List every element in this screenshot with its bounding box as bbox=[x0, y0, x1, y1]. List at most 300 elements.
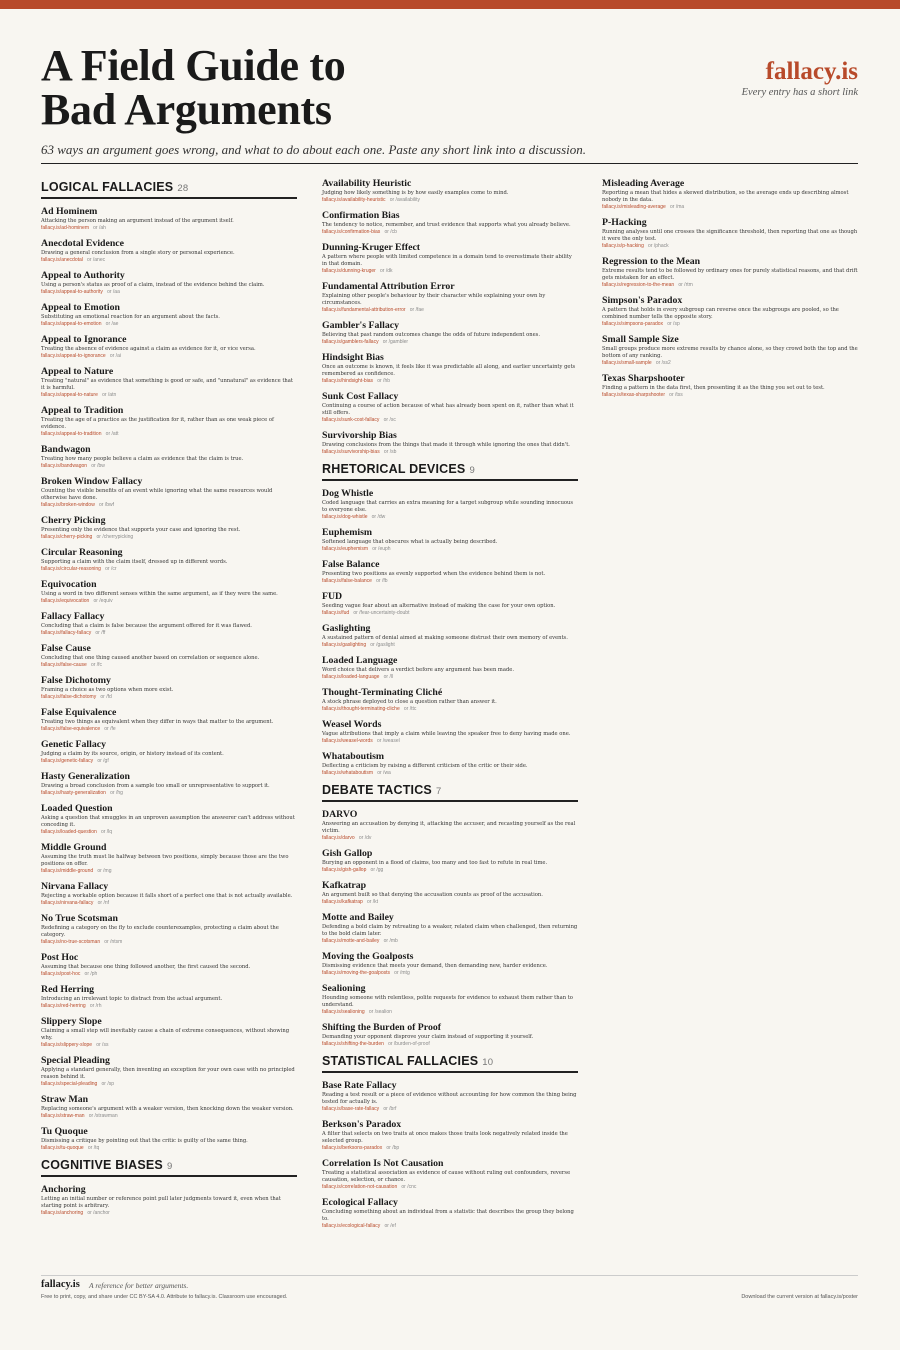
entry-link-row bbox=[41, 353, 297, 360]
fallacy-entry bbox=[322, 848, 578, 874]
entry-short-link[interactable]: fallacy.is/false-dichotomy bbox=[41, 694, 97, 700]
entry-link-row bbox=[41, 1081, 297, 1088]
entry-description: Answering an accusation by denying it, attacking the accuser, and recasting yourself as the real victim. bbox=[322, 821, 576, 834]
entry-description: Counting the visible benefits of an event while ignoring what the same resources would otherwise have done. bbox=[41, 488, 273, 501]
entry-alias-link[interactable]: or /fear-uncertainty-doubt bbox=[353, 610, 410, 616]
page-title bbox=[41, 41, 561, 134]
entry-description: Burying an opponent in a flood of claims, too many and too fast to refute in real time. bbox=[322, 860, 548, 866]
entry-name: Appeal to Nature bbox=[41, 366, 114, 377]
entry-name: Anchoring bbox=[41, 1184, 86, 1195]
fallacy-entry bbox=[322, 1022, 578, 1048]
entry-description: Coded language that carries an extra meaning for a target subgroup while sounding innocuous to everyone else. bbox=[322, 500, 574, 513]
entry-alias-link[interactable]: or /gf bbox=[97, 758, 109, 764]
entry-alias-link[interactable]: or /ttc bbox=[403, 706, 417, 712]
entry-description: Reading a test result or a piece of evidence without accounting for how common the thing being tested for actually is. bbox=[322, 1092, 577, 1105]
entry-name: Red Herring bbox=[41, 984, 95, 995]
entry-alias-link[interactable]: or /rh bbox=[89, 1003, 102, 1009]
entry-name: Circular Reasoning bbox=[41, 547, 123, 558]
entry-short-link[interactable]: fallacy.is/bandwagon bbox=[41, 463, 88, 469]
fallacy-entry bbox=[322, 1119, 578, 1152]
fallacy-entry bbox=[41, 952, 297, 978]
entry-short-link[interactable]: fallacy.is/darvo bbox=[322, 835, 355, 841]
entry-alias-link[interactable]: or /cr bbox=[105, 566, 117, 572]
entry-description: Reporting a mean that hides a skewed distribution, so the average ends up describing almost nobody in the data. bbox=[602, 190, 849, 203]
entry-alias-link[interactable]: or /atn bbox=[102, 392, 117, 398]
entry-short-link[interactable]: fallacy.is/base-rate-fallacy bbox=[322, 1106, 380, 1112]
fallacy-entry bbox=[602, 295, 858, 328]
entry-description: Rejecting a workable option because it falls short of a perfect one that is not actually available. bbox=[41, 893, 293, 899]
fallacy-entry bbox=[322, 281, 578, 314]
fallacy-entry bbox=[41, 643, 297, 669]
entry-description: Explaining other people's behaviour by their character while explaining your own by circumstances. bbox=[322, 293, 546, 306]
entry-description: Treating two things as equivalent when they differ in ways that matter to the argument. bbox=[41, 719, 274, 725]
fallacy-entry bbox=[41, 913, 297, 946]
entry-description: Treating the absence of evidence against a claim as evidence for it, or vice versa. bbox=[41, 346, 256, 352]
entry-alias-link[interactable]: or /mtg bbox=[394, 970, 410, 976]
entry-short-link[interactable]: fallacy.is/whataboutism bbox=[322, 770, 374, 776]
entry-short-link[interactable]: fallacy.is/false-balance bbox=[322, 578, 372, 584]
entry-short-link[interactable]: fallacy.is/euphemism bbox=[322, 546, 369, 552]
entry-short-link[interactable]: fallacy.is/berksons-paradox bbox=[322, 1145, 383, 1151]
entry-link-row bbox=[41, 502, 297, 509]
fallacy-entry bbox=[41, 984, 297, 1010]
entry-alias-link[interactable]: or /ss bbox=[96, 1042, 109, 1048]
entry-link-row bbox=[322, 938, 578, 945]
entry-description: An argument built so that denying the accusation counts as proof of the accusation. bbox=[322, 892, 543, 898]
entry-description: Asking a question that smuggles in an unproven assumption the answerer can't address without conceding it. bbox=[41, 815, 295, 828]
section-count: 28 bbox=[177, 183, 189, 194]
entry-alias-link[interactable]: or /sealion bbox=[368, 1009, 392, 1015]
entry-link-row bbox=[602, 204, 858, 211]
entry-name: Simpson's Paradox bbox=[602, 295, 683, 306]
entry-alias-link[interactable]: or /equiv bbox=[93, 598, 113, 604]
entry-alias-link[interactable]: or /kt bbox=[366, 899, 379, 905]
entry-alias-link[interactable]: or /euph bbox=[372, 546, 391, 552]
entry-alias-link[interactable]: or /ma bbox=[670, 204, 685, 210]
entry-alias-link[interactable]: or /ae bbox=[105, 321, 119, 327]
entry-link-row bbox=[322, 610, 578, 617]
fallacy-entry bbox=[322, 1197, 578, 1230]
entry-alias-link[interactable]: or /dk bbox=[380, 268, 393, 274]
entry-short-link[interactable]: fallacy.is/genetic-fallacy bbox=[41, 758, 94, 764]
entry-description: Attacking the person making an argument instead of the argument itself. bbox=[41, 218, 234, 224]
entry-alias-link[interactable]: or /ss2 bbox=[655, 360, 671, 366]
entry-short-link[interactable]: fallacy.is/survivorship-bias bbox=[322, 449, 380, 455]
entry-description: Presenting only the evidence that supports your case and ignoring the rest. bbox=[41, 527, 241, 533]
fallacy-entry bbox=[322, 751, 578, 777]
entry-short-link[interactable]: fallacy.is/anecdotal bbox=[41, 257, 83, 263]
section-heading bbox=[41, 1158, 297, 1177]
entry-short-link[interactable]: fallacy.is/loaded-language bbox=[322, 674, 380, 680]
entry-alias-link[interactable]: or /phack bbox=[648, 243, 669, 249]
entry-alias-link[interactable]: or /tss bbox=[669, 392, 683, 398]
entry-name: Loaded Language bbox=[322, 655, 398, 666]
entry-link-row bbox=[322, 738, 578, 745]
entry-short-link[interactable]: fallacy.is/gamblers-fallacy bbox=[322, 339, 379, 345]
entry-link-row bbox=[322, 514, 578, 521]
entry-short-link[interactable]: fallacy.is/red-herring bbox=[41, 1003, 86, 1009]
fallacy-entry bbox=[322, 527, 578, 553]
entry-description: Treating the age of a practice as the justification for it, rather than as one weak piece of evidence. bbox=[41, 417, 274, 430]
entry-link-row bbox=[322, 674, 578, 681]
fallacy-entry bbox=[322, 951, 578, 977]
entry-description: Claiming a small step will inevitably cause a chain of extreme consequences, without showing why. bbox=[41, 1028, 290, 1041]
entry-description: Word choice that delivers a verdict before any argument has been made. bbox=[322, 667, 514, 673]
entry-alias-link[interactable]: or /dw bbox=[371, 514, 386, 520]
entry-alias-link[interactable]: or /anchor bbox=[87, 1210, 110, 1216]
entry-name: Gish Gallop bbox=[322, 848, 373, 859]
entry-description: Concluding something about an individual from a statistic that describes the group they belong to. bbox=[322, 1209, 574, 1222]
entry-description: Assuming that because one thing followed another, the first caused the second. bbox=[41, 964, 251, 970]
entry-alias-link[interactable]: or /anec bbox=[87, 257, 106, 263]
entry-alias-link[interactable]: or /ph bbox=[84, 971, 98, 977]
entry-name: Equivocation bbox=[41, 579, 97, 590]
entry-name: False Cause bbox=[41, 643, 91, 654]
fallacy-entry bbox=[322, 242, 578, 275]
entry-short-link[interactable]: fallacy.is/kafkatrap bbox=[322, 899, 363, 905]
entry-alias-link[interactable]: or /wa bbox=[377, 770, 391, 776]
entry-name: Motte and Bailey bbox=[322, 912, 394, 923]
entry-short-link[interactable]: fallacy.is/cherry-picking bbox=[41, 534, 93, 540]
entry-name: Gaslighting bbox=[322, 623, 371, 634]
entry-short-link[interactable]: fallacy.is/straw-man bbox=[41, 1113, 85, 1119]
fallacy-entry bbox=[41, 238, 297, 264]
entry-link-row bbox=[41, 1003, 297, 1010]
fallacy-entry bbox=[602, 217, 858, 250]
entry-alias-link[interactable]: or /ah bbox=[93, 225, 106, 231]
entry-name: Misleading Average bbox=[602, 178, 685, 189]
entry-alias-link[interactable]: or /att bbox=[105, 431, 119, 437]
entry-description: Drawing a general conclusion from a single story or personal experience. bbox=[41, 250, 235, 256]
section-title: LOGICAL FALLACIES bbox=[41, 180, 174, 194]
entry-link-row bbox=[602, 360, 858, 367]
entry-description: A filter that selects on two traits at once makes those traits look negatively related inside the selected group. bbox=[322, 1131, 568, 1144]
entry-alias-link[interactable]: or /rtm bbox=[678, 282, 693, 288]
entry-link-row bbox=[322, 339, 578, 346]
entry-link-row bbox=[322, 867, 578, 874]
entry-alias-link[interactable]: or /ll bbox=[383, 674, 394, 680]
entry-alias-link[interactable]: or /dv bbox=[358, 835, 372, 841]
entry-name: Broken Window Fallacy bbox=[41, 476, 143, 487]
entry-alias-link[interactable]: or /sp bbox=[101, 1081, 115, 1087]
entry-link-row bbox=[41, 726, 297, 733]
entry-description: Framing a choice as two options when more exist. bbox=[41, 687, 174, 693]
entry-alias-link[interactable]: or /cb bbox=[384, 229, 397, 235]
page-subtitle: 63 ways an argument goes wrong, and what to do about each one. Paste any short link into a discussion. bbox=[41, 142, 587, 157]
section-heading bbox=[41, 180, 297, 199]
entry-link-row bbox=[41, 1042, 297, 1049]
entry-link-row bbox=[602, 282, 858, 289]
entry-short-link[interactable]: fallacy.is/post-hoc bbox=[41, 971, 81, 977]
brand-tagline: Every entry has a short link bbox=[741, 87, 858, 98]
entry-name: Gambler's Fallacy bbox=[322, 320, 400, 331]
entry-name: Fundamental Attribution Error bbox=[322, 281, 455, 292]
fallacy-entry bbox=[322, 391, 578, 424]
entry-short-link[interactable]: fallacy.is/appeal-to-emotion bbox=[41, 321, 102, 327]
entry-link-row bbox=[41, 1113, 297, 1120]
entry-short-link[interactable]: fallacy.is/misleading-average bbox=[602, 204, 666, 210]
entry-description: Continuing a course of action because of what has already been spent on it, rather than what it still offers. bbox=[322, 403, 574, 416]
entry-description: Dismissing a critique by pointing out that the critic is guilty of the same thing. bbox=[41, 1138, 248, 1144]
entry-link-row bbox=[41, 289, 297, 296]
entry-name: Shifting the Burden of Proof bbox=[322, 1022, 442, 1033]
entry-name: Nirvana Fallacy bbox=[41, 881, 109, 892]
entry-name: Fallacy Fallacy bbox=[41, 611, 105, 622]
entry-short-link[interactable]: fallacy.is/availability-heuristic bbox=[322, 197, 386, 203]
fallacy-entry bbox=[322, 352, 578, 385]
entry-short-link[interactable]: fallacy.is/thought-terminating-cliche bbox=[322, 706, 400, 712]
fallacy-entry bbox=[41, 444, 297, 470]
entry-name: Hindsight Bias bbox=[322, 352, 384, 363]
entry-alias-link[interactable]: or /ff bbox=[95, 630, 106, 636]
entry-short-link[interactable]: fallacy.is/confirmation-bias bbox=[322, 229, 381, 235]
entry-short-link[interactable]: fallacy.is/appeal-to-nature bbox=[41, 392, 98, 398]
entry-short-link[interactable]: fallacy.is/no-true-scotsman bbox=[41, 939, 101, 945]
entry-name: Kafkatrap bbox=[322, 880, 367, 891]
entry-alias-link[interactable]: or /hb bbox=[377, 378, 391, 384]
entry-name: Hasty Generalization bbox=[41, 771, 130, 782]
entry-short-link[interactable]: fallacy.is/dunning-kruger bbox=[322, 268, 376, 274]
entry-name: P-Hacking bbox=[602, 217, 647, 228]
fallacy-entry bbox=[322, 623, 578, 649]
entry-short-link[interactable]: fallacy.is/hasty-generalization bbox=[41, 790, 106, 796]
entry-name: Dog Whistle bbox=[322, 488, 374, 499]
entry-short-link[interactable]: fallacy.is/hindsight-bias bbox=[322, 378, 374, 384]
fallacy-entry bbox=[322, 430, 578, 456]
entry-short-link[interactable]: fallacy.is/fud bbox=[322, 610, 350, 616]
entry-alias-link[interactable]: or /ef bbox=[384, 1223, 396, 1229]
entry-short-link[interactable]: fallacy.is/shifting-the-burden bbox=[322, 1041, 384, 1047]
section-count: 9 bbox=[469, 465, 475, 476]
entry-alias-link[interactable]: or /bwf bbox=[99, 502, 115, 508]
column-1 bbox=[41, 178, 297, 1223]
entry-name: Moving the Goalposts bbox=[322, 951, 414, 962]
footer-divider bbox=[41, 1275, 858, 1276]
entry-short-link[interactable]: fallacy.is/false-cause bbox=[41, 662, 87, 668]
fallacy-entry bbox=[322, 178, 578, 204]
entry-description: Believing that past random outcomes change the odds of future independent ones. bbox=[322, 332, 540, 338]
entry-short-link[interactable]: fallacy.is/gaslighting bbox=[322, 642, 367, 648]
entry-alias-link[interactable]: or /lq bbox=[100, 829, 113, 835]
entry-short-link[interactable]: fallacy.is/broken-window bbox=[41, 502, 95, 508]
title-line-2: Bad Arguments bbox=[41, 85, 332, 134]
entry-link-row bbox=[322, 835, 578, 842]
entry-alias-link[interactable]: or /sc bbox=[383, 417, 396, 423]
entry-alias-link[interactable]: or /ntsm bbox=[104, 939, 123, 945]
entry-alias-link[interactable]: or /tq bbox=[87, 1145, 100, 1151]
entry-description: Applying a standard generally, then inventing an exception for your own case with no principled reason behind it. bbox=[41, 1067, 295, 1080]
entry-link-row bbox=[322, 1145, 578, 1152]
entry-short-link[interactable]: fallacy.is/loaded-question bbox=[41, 829, 97, 835]
entry-short-link[interactable]: fallacy.is/small-sample bbox=[602, 360, 652, 366]
entry-alias-link[interactable]: or /burden-of-proof bbox=[388, 1041, 430, 1047]
entry-short-link[interactable]: fallacy.is/appeal-to-authority bbox=[41, 289, 103, 295]
entry-short-link[interactable]: fallacy.is/slippery-slope bbox=[41, 1042, 93, 1048]
entry-name: Appeal to Authority bbox=[41, 270, 125, 281]
entry-short-link[interactable]: fallacy.is/sunk-cost-fallacy bbox=[322, 417, 380, 423]
entry-name: Slippery Slope bbox=[41, 1016, 102, 1027]
fallacy-entry bbox=[322, 1158, 578, 1191]
footer-download[interactable]: Download the current version at fallacy.is/poster bbox=[741, 1294, 858, 1300]
entry-name: Anecdotal Evidence bbox=[41, 238, 124, 249]
entry-link-row bbox=[41, 257, 297, 264]
entry-short-link[interactable]: fallacy.is/appeal-to-tradition bbox=[41, 431, 102, 437]
fallacy-entry bbox=[41, 803, 297, 836]
entry-short-link[interactable]: fallacy.is/texas-sharpshooter bbox=[602, 392, 665, 398]
entry-alias-link[interactable]: or /gg bbox=[370, 867, 384, 873]
entry-short-link[interactable]: fallacy.is/middle-ground bbox=[41, 868, 94, 874]
entry-short-link[interactable]: fallacy.is/tu-quoque bbox=[41, 1145, 84, 1151]
column-2 bbox=[322, 178, 578, 1236]
entry-description: Finding a pattern in the data first, then presenting it as the thing you set out to test. bbox=[602, 385, 825, 391]
entry-short-link[interactable]: fallacy.is/dog-whistle bbox=[322, 514, 368, 520]
entry-link-row bbox=[322, 417, 578, 424]
entry-alias-link[interactable]: or /fe bbox=[104, 726, 116, 732]
entry-link-row bbox=[41, 868, 297, 875]
entry-description: Treating a statistical association as evidence of cause without ruling out confounders, reverse causation, selection, or chance. bbox=[322, 1170, 571, 1183]
entry-name: Whataboutism bbox=[322, 751, 385, 762]
entry-short-link[interactable]: fallacy.is/circular-reasoning bbox=[41, 566, 101, 572]
entry-alias-link[interactable]: or /bp bbox=[386, 1145, 400, 1151]
entry-name: Weasel Words bbox=[322, 719, 382, 730]
entry-alias-link[interactable]: or /bw bbox=[91, 463, 105, 469]
entry-alias-link[interactable]: or /cnc bbox=[401, 1184, 417, 1190]
fallacy-entry bbox=[322, 912, 578, 945]
entry-link-row bbox=[322, 1106, 578, 1113]
entry-link-row bbox=[41, 1145, 297, 1152]
entry-description: Concluding that one thing caused another based on correlation or sequence alone. bbox=[41, 655, 260, 661]
entry-name: No True Scotsman bbox=[41, 913, 118, 924]
entry-short-link[interactable]: fallacy.is/special-pleading bbox=[41, 1081, 98, 1087]
entry-alias-link[interactable]: or /availability bbox=[389, 197, 421, 203]
entry-link-row bbox=[322, 706, 578, 713]
entry-alias-link[interactable]: or /mb bbox=[383, 938, 398, 944]
fallacy-entry bbox=[41, 547, 297, 573]
entry-short-link[interactable]: fallacy.is/motte-and-bailey bbox=[322, 938, 380, 944]
fallacy-entry bbox=[41, 302, 297, 328]
fallacy-entry bbox=[322, 1080, 578, 1113]
entry-link-row bbox=[602, 392, 858, 399]
entry-name: Loaded Question bbox=[41, 803, 113, 814]
entry-short-link[interactable]: fallacy.is/regression-to-the-mean bbox=[602, 282, 675, 288]
entry-description: Treating "natural" as evidence that something is good or safe, and "unnatural" as evidence that it is harmful. bbox=[41, 378, 293, 391]
entry-description: Running analyses until one crosses the significance threshold, then reporting that one as though it were the only test. bbox=[602, 229, 858, 242]
entry-alias-link[interactable]: or /hg bbox=[110, 790, 123, 796]
entry-link-row bbox=[322, 197, 578, 204]
entry-name: Regression to the Mean bbox=[602, 256, 701, 267]
entry-short-link[interactable]: fallacy.is/simpsons-paradox bbox=[602, 321, 664, 327]
footer-brand[interactable]: fallacy.is bbox=[41, 1279, 80, 1290]
entry-short-link[interactable]: fallacy.is/ecological-fallacy bbox=[322, 1223, 381, 1229]
entry-short-link[interactable]: fallacy.is/weasel-words bbox=[322, 738, 373, 744]
entry-link-row bbox=[41, 630, 297, 637]
entry-alias-link[interactable]: or /fc bbox=[90, 662, 103, 668]
entry-alias-link[interactable]: or /gambler bbox=[382, 339, 409, 345]
entry-name: Base Rate Fallacy bbox=[322, 1080, 397, 1091]
fallacy-entry bbox=[41, 334, 297, 360]
entry-name: Confirmation Bias bbox=[322, 210, 400, 221]
entry-link-row bbox=[322, 1041, 578, 1048]
entry-alias-link[interactable]: or /strawman bbox=[88, 1113, 118, 1119]
section-title: STATISTICAL FALLACIES bbox=[322, 1054, 479, 1068]
section-heading bbox=[322, 462, 578, 481]
entry-alias-link[interactable]: or /gaslight bbox=[370, 642, 395, 648]
brand-block bbox=[742, 58, 858, 98]
entry-short-link[interactable]: fallacy.is/fallacy-fallacy bbox=[41, 630, 92, 636]
entry-short-link[interactable]: fallacy.is/false-equivalence bbox=[41, 726, 101, 732]
entry-alias-link[interactable]: or /cherrypicking bbox=[96, 534, 134, 540]
entry-name: Dunning-Kruger Effect bbox=[322, 242, 421, 253]
entry-alias-link[interactable]: or /aa bbox=[107, 289, 120, 295]
fallacy-entry bbox=[322, 488, 578, 521]
entry-name: Post Hoc bbox=[41, 952, 79, 963]
entry-description: Redefining a category on the fly to exclude counterexamples, protecting a claim about the category. bbox=[41, 925, 279, 938]
entry-link-row bbox=[41, 321, 297, 328]
fallacy-entry bbox=[322, 655, 578, 681]
fallacy-entry bbox=[322, 591, 578, 617]
entry-short-link[interactable]: fallacy.is/appeal-to-ignorance bbox=[41, 353, 106, 359]
title-line-1: A Field Guide to bbox=[41, 41, 346, 90]
entry-alias-link[interactable]: or /mg bbox=[97, 868, 112, 874]
entry-name: DARVO bbox=[322, 809, 358, 820]
entry-short-link[interactable]: fallacy.is/nirvana-fallacy bbox=[41, 900, 94, 906]
entry-link-row bbox=[41, 694, 297, 701]
entry-link-row bbox=[322, 578, 578, 585]
entry-name: Correlation Is Not Causation bbox=[322, 1158, 444, 1169]
fallacy-entry bbox=[41, 579, 297, 605]
entry-name: Appeal to Ignorance bbox=[41, 334, 127, 345]
fallacy-entry bbox=[41, 1016, 297, 1049]
entry-link-row bbox=[322, 546, 578, 553]
entry-alias-link[interactable]: or /sp bbox=[667, 321, 680, 327]
entry-short-link[interactable]: fallacy.is/p-hacking bbox=[602, 243, 644, 249]
fallacy-entry bbox=[41, 405, 297, 438]
entry-link-row bbox=[602, 321, 858, 328]
fallacy-entry bbox=[41, 771, 297, 797]
entry-short-link[interactable]: fallacy.is/gish-gallop bbox=[322, 867, 367, 873]
entry-name: Survivorship Bias bbox=[322, 430, 397, 441]
entry-alias-link[interactable]: or /brf bbox=[383, 1106, 397, 1112]
fallacy-entry bbox=[41, 476, 297, 509]
entry-alias-link[interactable]: or /fae bbox=[409, 307, 424, 313]
entry-short-link[interactable]: fallacy.is/moving-the-goalposts bbox=[322, 970, 390, 976]
entry-alias-link[interactable]: or /nf bbox=[97, 900, 110, 906]
entry-link-row bbox=[41, 662, 297, 669]
entry-link-row bbox=[322, 770, 578, 777]
entry-short-link[interactable]: fallacy.is/correlation-not-causation bbox=[322, 1184, 398, 1190]
entry-link-row bbox=[602, 243, 858, 250]
entry-alias-link[interactable]: or /weasel bbox=[376, 738, 400, 744]
entry-alias-link[interactable]: or /sb bbox=[383, 449, 397, 455]
entry-alias-link[interactable]: or /fd bbox=[100, 694, 112, 700]
entry-description: Small groups produce more extreme results by chance alone, so they crowd both the top and the bottom of any ranking. bbox=[602, 346, 858, 359]
entry-short-link[interactable]: fallacy.is/equivocation bbox=[41, 598, 90, 604]
brand-name[interactable]: fallacy.is bbox=[765, 58, 858, 85]
entry-description: Judging a claim by its source, origin, or history instead of its content. bbox=[41, 751, 224, 757]
entry-link-row bbox=[322, 268, 578, 275]
fallacy-entry bbox=[602, 256, 858, 289]
entry-short-link[interactable]: fallacy.is/anchoring bbox=[41, 1210, 84, 1216]
section-count: 9 bbox=[166, 1161, 173, 1172]
fallacy-entry bbox=[41, 739, 297, 765]
entry-short-link[interactable]: fallacy.is/ad-hominem bbox=[41, 225, 89, 231]
entry-alias-link[interactable]: or /fb bbox=[376, 578, 388, 584]
entry-alias-link[interactable]: or /ai bbox=[109, 353, 121, 359]
entry-short-link[interactable]: fallacy.is/fundamental-attribution-error bbox=[322, 307, 406, 313]
entry-description: Drawing conclusions from the things that made it through while ignoring the ones that didn't. bbox=[322, 442, 570, 448]
entry-short-link[interactable]: fallacy.is/sealioning bbox=[322, 1009, 365, 1015]
entry-name: Sealioning bbox=[322, 983, 366, 994]
